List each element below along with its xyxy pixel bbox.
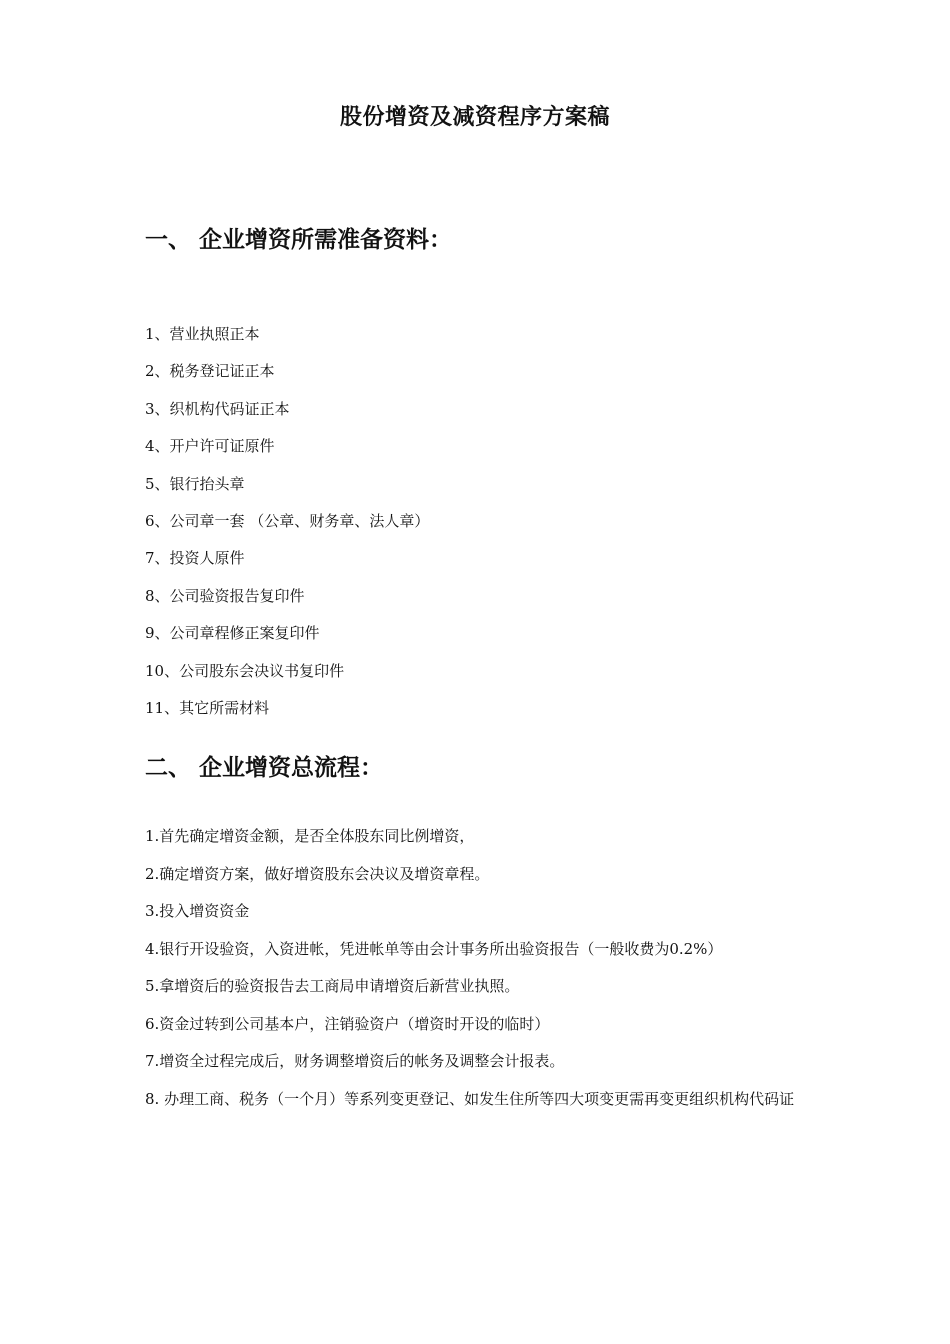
list-item: 2、税务登记证正本 (145, 362, 275, 381)
list-item: 4、开户许可证原件 (145, 437, 275, 456)
process-list (145, 818, 813, 1118)
list-item: 5.拿增资后的验资报告去工商局申请增资后新营业执照。 (145, 977, 520, 995)
list-item: 8. 办理工商、税务（一个月）等系列变更登记、如发生住所等四大项变更需再变更组织机构代码证 (145, 1089, 795, 1108)
list-item: 5、银行抬头章 (145, 474, 245, 493)
list-item: 1.首先确定增资金额，是否全体股东同比例增资， (145, 827, 475, 845)
materials-list (145, 316, 429, 727)
list-item: 7、投资人原件 (145, 549, 245, 568)
list-item: 11、其它所需材料 (145, 699, 270, 718)
list-item: 9、公司章程修正案复印件 (145, 624, 320, 643)
list-item: 7.增资全过程完成后，财务调整增资后的帐务及调整会计报表。 (145, 1052, 565, 1070)
list-item: 10、公司股东会决议书复印件 (145, 661, 345, 680)
section-heading-materials: 一、 企业增资所需准备资料： (145, 227, 453, 253)
document-title: 股份增资及减资程序方案稿 (339, 105, 610, 130)
list-item: 8、公司验资报告复印件 (145, 586, 305, 605)
list-item: 6.资金过转到公司基本户，注销验资户（增资时开设的临时） (145, 1014, 550, 1033)
list-item: 3.投入增资资金 (145, 902, 250, 920)
list-item: 6、公司章一套 （公章、财务章、法人章） (145, 512, 430, 531)
list-item: 3、织机构代码证正本 (145, 399, 290, 418)
list-item: 4.银行开设验资，入资进帐，凭进帐单等由会计事务所出验资报告（一般收费为0.2%） (145, 939, 723, 958)
list-item: 2.确定增资方案，做好增资股东会决议及增资章程。 (145, 864, 490, 883)
section-heading-process: 二、 企业增资总流程： (145, 755, 384, 781)
list-item: 1、营业执照正本 (145, 325, 260, 343)
